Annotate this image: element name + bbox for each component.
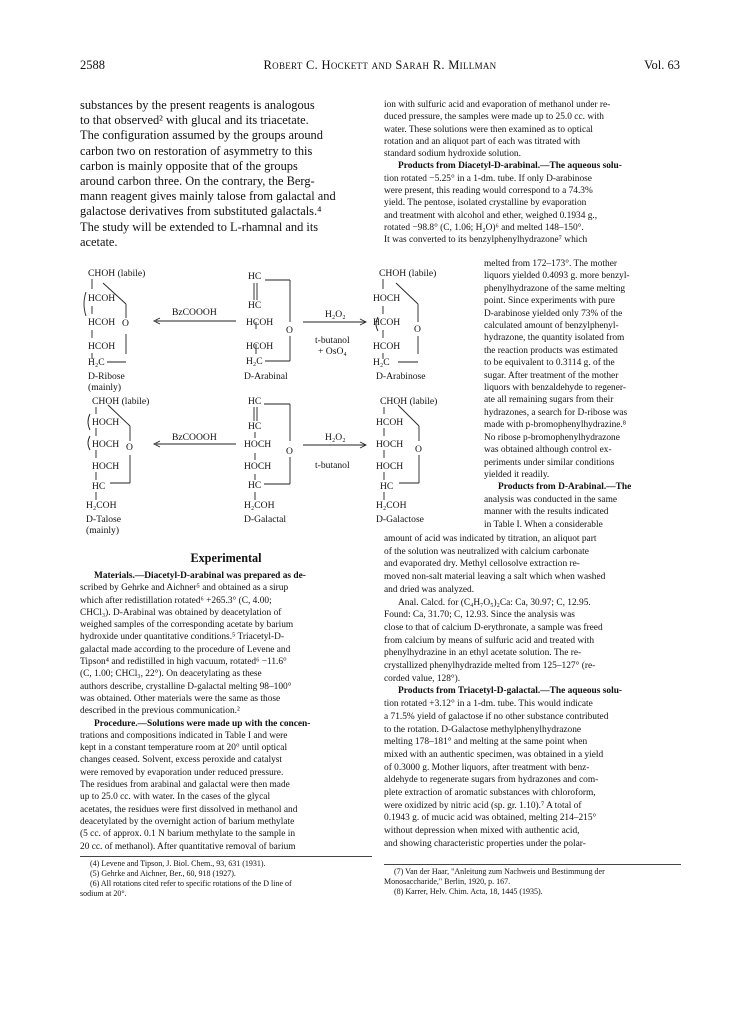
footnote-8: (8) Karrer, Helv. Chim. Acta, 18, 1445 (1935). (394, 887, 543, 896)
galactose-c5: HC (380, 481, 394, 492)
text-line: up to 25.0 cc. with water. In the cases of the glycal (80, 792, 271, 803)
text-line: 20 cc. of methanol). After quantitative removal of barium (80, 841, 296, 852)
text-line: hydroxide under quantitative conditions.⁵ Triacetyl-D- (80, 632, 285, 643)
text-line: in Table I. When a considerable (484, 519, 603, 530)
galactal-c3: HOCH (244, 439, 272, 450)
arabinal-ring-oxygen: O (286, 325, 293, 336)
ribose-c4: HCOH (88, 341, 116, 352)
right-bottom-paragraph (384, 533, 681, 851)
text-line: phenylhydrazone of the same melting (484, 283, 626, 294)
text-line: liquors with benzaldehyde to regener- (484, 383, 626, 394)
arabinose-c2: HOCH (373, 293, 401, 304)
text-line: liquors yielded 0.4093 g. more benzyl- (484, 271, 630, 282)
text-line: tion rotated −5.25° in a 1-dm. tube. If only D-arabinose (384, 173, 592, 184)
text-line: authors describe, crystalline D-galactal melting 98–100° (80, 681, 292, 692)
materials-paragraph-start: Materials.—Diacetyl-D-arabinal was prepared as de- (94, 571, 306, 581)
text-line: The study will be extended to L-rhamnal and its (80, 219, 319, 234)
analysis-line: Anal. Calcd. for (C₄H₇O₅)₂Ca: Ca, 30.97; C, 12.95. (398, 597, 591, 608)
text-line: phenylhydrazine in an ethyl acetate solution. The re- (384, 648, 582, 659)
galactal-c1: HC (248, 396, 262, 407)
footnotes-left (80, 859, 375, 899)
page-number: 2588 (80, 58, 105, 72)
reagent-h2o2-bottom: H₂O₂ (325, 432, 346, 443)
text-line: was obtained although control ex- (484, 445, 612, 456)
text-line: CHCl₃). D-Arabinal was obtained by deacetylation of (80, 607, 282, 618)
text-line: Tipson⁴ and redistilled in high vacuum, rotated⁶ −11.6° (80, 657, 287, 668)
text-line: of 0.3000 g. Mother liquors, after treatment with benz- (384, 762, 590, 773)
text-line: hydrazones, a search for D-ribose was (484, 407, 628, 418)
galactose-name: D-Galactose (376, 514, 424, 525)
text-line: rotation and an aliquot part of each was titrated with (384, 136, 581, 147)
text-line: moved non-salt material leaving a salt which when washed (384, 572, 606, 583)
footnote-rule-right (384, 864, 681, 865)
arabinal-c1: HC (248, 271, 262, 282)
galactose-c2: HCOH (376, 417, 404, 428)
text-line: corded value, 128°). (384, 673, 461, 684)
text-line: duced pressure, the samples were made up to 25.0 cc. with (384, 112, 604, 123)
text-line: of the solution was neutralized with calcium carbonate (384, 546, 589, 557)
text-line: were present, this reading would correspond to a 74.3% (384, 186, 593, 197)
ribose-c3: HCOH (88, 317, 116, 328)
arabinal-c4: HCOH (246, 341, 274, 352)
arabinose-ring-oxygen: O (414, 324, 421, 335)
text-line: water. These solutions were then examined as to optical (384, 124, 593, 135)
text-line: close to that of calcium D-erythronate, a sample was freed (384, 622, 603, 633)
arabinose-c1: CHOH (labile) (379, 268, 437, 279)
text-line: tion rotated +3.12° in a 1-dm. tube. This would indicate (384, 699, 593, 710)
text-line: which after redistillation rotated⁶ +265.3° (C, 4.00; (80, 595, 272, 606)
arabinose-c3: HCOH (373, 317, 401, 328)
reagent-oso4: + OsO₄ (318, 346, 347, 357)
text-line: to the rotation. D-Galactose methylphenylhydrazone (384, 724, 582, 735)
reagent-perbenzoic-bottom: BzCOOOH (172, 432, 217, 443)
text-line: from calcium by means of sulfuric acid and treated with (384, 635, 595, 646)
text-line: periments under similar conditions (484, 457, 615, 468)
text-line: described in the previous communication.² (80, 706, 240, 717)
footnote-7-cont: Monosaccharide," Berlin, 1920, p. 167. (384, 877, 511, 886)
volume-label: Vol. 63 (644, 58, 680, 72)
text-line: were oxidized by nitric acid (sp. gr. 1.10).⁷ A total of (384, 800, 582, 811)
ribose-c1: CHOH (labile) (88, 268, 146, 279)
text-line: to be equivalent to 0.3114 g. of the (484, 358, 615, 369)
talose-c2: HOCH (92, 417, 120, 428)
text-line: standard sodium hydroxide solution. (384, 149, 521, 160)
arabinal-c2: HC (248, 300, 262, 311)
text-line: carbon is mainly opposite that of the groups (80, 158, 298, 173)
text-line: aldehyde to regenerate sugars from hydrazones and com- (384, 775, 599, 786)
footnote-7: (7) Van der Haar, "Anleitung zum Nachweis und Bestimmung der (394, 867, 605, 876)
experimental-heading: Experimental (190, 551, 262, 565)
text-line: calculated amount of benzylphenyl- (484, 321, 619, 332)
footnote-4: (4) Levene and Tipson, J. Biol. Chem., 93, 631 (1931). (90, 859, 266, 868)
text-line: carbon two on restoration of asymmetry to this (80, 143, 313, 158)
text-line: made with p-bromophenylhydrazine.⁸ (484, 420, 627, 431)
text-line: galactal made according to the procedure of Levene and (80, 644, 291, 655)
text-line: 0.1943 g. of mucic acid was obtained, melting 214–215° (384, 813, 597, 824)
text-line: manner with the results indicated (484, 507, 609, 518)
text-line: (5 cc. of approx. 0.1 N barium methylate to the sample in (80, 829, 296, 840)
ribose-c2: HCOH (88, 293, 116, 304)
talose-c1: CHOH (labile) (92, 396, 150, 407)
text-line: to that observed² with glucal and its triacetate. (80, 113, 309, 128)
text-line: (C, 1.00; CHCl₃, 22°). On deacetylating as these (80, 669, 262, 680)
text-line: acetate. (80, 234, 118, 249)
talose-c6: H₂COH (86, 500, 117, 511)
text-line: and dried was analyzed. (384, 584, 475, 595)
galactal-c4: HOCH (244, 461, 272, 472)
text-line: without depression when mixed with authentic acid, (384, 826, 580, 837)
text-line: mann reagent gives mainly talose from galactal and (80, 189, 336, 204)
text-line: and treatment with alcohol and ether, weighed 0.1934 g., (384, 210, 598, 221)
text-line: ion with sulfuric acid and evaporation of methanol under re- (384, 100, 611, 110)
arabinose-name: D-Arabinose (376, 371, 426, 382)
text-line: galactose derivatives from substituted galactals.⁴ (80, 204, 322, 219)
text-line: changes ceased. Solvent, excess peroxide and catalyst (80, 755, 283, 766)
ribose-mainly: (mainly) (88, 382, 122, 393)
text-line: deacetylated by the overnight action of barium methylate (80, 816, 295, 827)
ribose-ring-oxygen: O (122, 318, 129, 329)
text-line: No ribose p-bromophenylhydrazone (484, 432, 620, 443)
reagent-h2o2-top: H₂O₂ (325, 309, 346, 320)
talose-c4: HOCH (92, 461, 120, 472)
text-line: sugar. After treatment of the mother (484, 370, 619, 381)
text-line: melting 178–181° and melting at the same point when (384, 737, 588, 748)
text-line: mixed with an authentic specimen, was obtained in a yield (384, 749, 604, 760)
text-line: acetates, the residues were first dissolved in methanol and (80, 804, 298, 815)
talose-c3: HOCH (92, 439, 120, 450)
galactal-c6: H₂COH (244, 500, 275, 511)
text-line: D-arabinose yielded only 73% of the (484, 308, 623, 319)
text-line: crystallized phenylhydrazide melted from 125–127° (re- (384, 661, 596, 672)
footnote-5: (5) Gehrke and Aichner, Ber., 60, 918 (1927). (90, 869, 236, 878)
galactose-c3: HOCH (376, 439, 404, 450)
text-line: weighed samples of the corresponding acetate by barium (80, 620, 294, 631)
talose-ring-oxygen: O (126, 442, 133, 453)
talose-name: D-Talose (86, 514, 122, 525)
ribose-c5: H₂C (88, 357, 105, 368)
procedure-paragraph-start: Procedure.—Solutions were made up with the concen- (94, 718, 311, 729)
text-line: rotated −98.8° (C, 1.06; H₂O)⁶ and melted 148–150°. (384, 222, 584, 233)
galactose-c1: CHOH (labile) (380, 396, 438, 407)
text-line: substances by the present reagents is analogous (80, 98, 315, 112)
text-line: and evaporated dry. Methyl cellosolve extraction re- (384, 559, 580, 570)
arabinal-c3: HCOH (246, 317, 274, 328)
text-line: kept in a constant temperature room at 20° until optical (80, 743, 288, 754)
text-line: amount of acid was indicated by titration, an aliquot part (384, 534, 597, 544)
galactal-name: D-Galactal (244, 514, 287, 525)
arabinal-c5: H₂C (246, 356, 263, 367)
footnote-6-cont: sodium at 20°. (80, 889, 127, 898)
talose-mainly: (mainly) (86, 525, 120, 536)
text-line: scribed by Gehrke and Aichner⁵ and obtained as a sirup (80, 583, 289, 594)
text-line: a 71.5% yield of galactose if no other substance contributed (384, 711, 609, 722)
talose-c5: HC (92, 481, 106, 492)
arabinose-c5: H₂C (373, 357, 390, 368)
text-line: and showing characteristic properties under the polar- (384, 838, 586, 849)
section-heading-arabinal: Products from D-Arabinal.—The (498, 482, 632, 493)
text-line: Found: Ca, 31.70; C, 12.93. Since the analysis was (384, 610, 575, 621)
text-line: It was converted to its benzylphenylhydrazone⁷ which (384, 235, 588, 246)
galactose-ring-oxygen: O (415, 444, 422, 455)
footnote-6: (6) All rotations cited refer to specific rotations of the D line of (90, 879, 292, 888)
ribose-name: D-Ribose (88, 371, 125, 382)
reagent-perbenzoic-top: BzCOOOH (172, 307, 217, 318)
galactal-c2: HC (248, 421, 262, 432)
text-line: plete extraction of aromatic substances with chloroform, (384, 788, 596, 799)
reagent-butanol-bottom: t-butanol (315, 460, 350, 471)
footnotes-right (384, 867, 683, 897)
text-line: The residues from arabinal and galactal were then made (80, 780, 290, 791)
reagent-butanol-top: t-butanol (315, 335, 350, 346)
text-line: yielded it readily. (484, 469, 550, 480)
footnote-rule-left (80, 856, 372, 857)
arabinose-c4: HCOH (373, 341, 401, 352)
arabinal-name: D-Arabinal (244, 371, 288, 382)
galactose-c4: HOCH (376, 461, 404, 472)
text-line: The configuration assumed by the groups around (80, 128, 323, 143)
text-line: melted from 172–173°. The mother (484, 259, 617, 269)
text-line: were removed by evaporation under reduced pressure. (80, 767, 284, 778)
text-line: analysis was conducted in the same (484, 494, 618, 505)
text-line: yield. The pentose, isolated crystalline by evaporation (384, 198, 587, 209)
galactal-ring-oxygen: O (286, 446, 293, 457)
text-line: was obtained. Other materials were the same as those (80, 693, 281, 704)
text-line: the reaction products was estimated (484, 345, 618, 356)
running-title: Robert C. Hockett and Sarah R. Millman (263, 58, 497, 72)
section-heading-arabinal-diacetyl: Products from Diacetyl-D-arabinal.—The aqueous solu- (398, 161, 622, 172)
text-line: point. Since experiments with pure (484, 296, 615, 307)
text-line: around carbon three. On the contrary, the Berg- (80, 174, 315, 189)
left-bottom-paragraph (80, 570, 372, 853)
text-line: ate all remaining sugars from their (484, 395, 614, 406)
galactose-c6: H₂COH (376, 500, 407, 511)
text-line: trations and compositions indicated in Table I and were (80, 730, 288, 741)
text-line: hydrazone, the quantity isolated from (484, 333, 625, 344)
galactal-c5: HC (248, 480, 262, 491)
section-heading-galactal: Products from Triacetyl-D-galactal.—The aqueous solu- (398, 686, 623, 697)
